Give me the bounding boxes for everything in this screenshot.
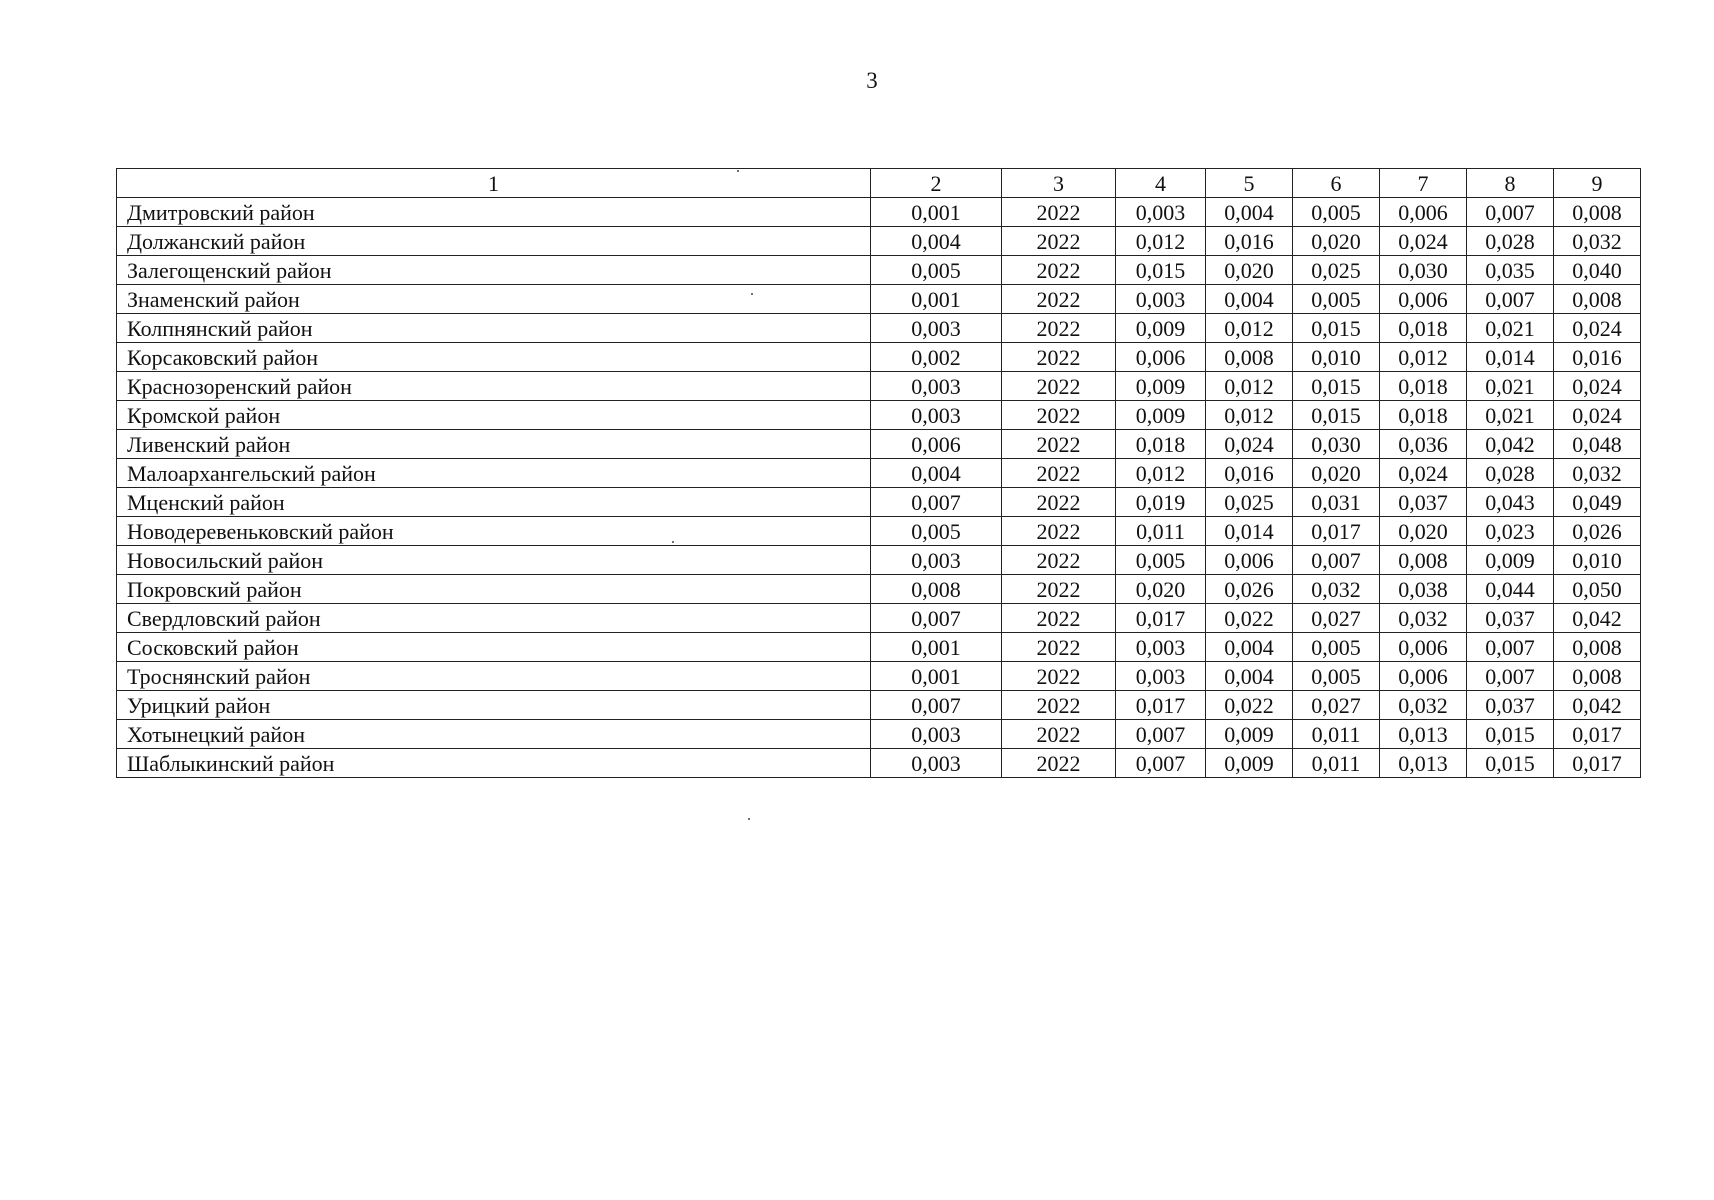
value-cell: 0,003	[1116, 633, 1206, 662]
value-cell: 0,017	[1116, 604, 1206, 633]
value-cell: 0,028	[1467, 227, 1554, 256]
value-cell: 0,003	[1116, 285, 1206, 314]
value-cell: 0,004	[1206, 662, 1293, 691]
table-row	[117, 575, 1641, 604]
value-cell: 0,006	[871, 430, 1002, 459]
district-name-cell: Залегощенский район	[117, 256, 871, 285]
value-cell: 0,004	[1206, 198, 1293, 227]
value-cell: 2022	[1002, 227, 1116, 256]
value-cell: 0,032	[1554, 227, 1641, 256]
value-cell: 0,024	[1380, 459, 1467, 488]
value-cell: 0,007	[1116, 720, 1206, 749]
value-cell: 2022	[1002, 749, 1116, 778]
table-row	[117, 691, 1641, 720]
column-header: 4	[1116, 169, 1206, 198]
district-name-cell: Корсаковский район	[117, 343, 871, 372]
value-cell: 0,003	[871, 720, 1002, 749]
value-cell: 0,030	[1380, 256, 1467, 285]
value-cell: 0,015	[1293, 372, 1380, 401]
value-cell: 0,002	[871, 343, 1002, 372]
value-cell: 0,024	[1206, 430, 1293, 459]
table-row	[117, 517, 1641, 546]
value-cell: 0,003	[871, 314, 1002, 343]
table-row	[117, 633, 1641, 662]
column-header: 8	[1467, 169, 1554, 198]
value-cell: 0,005	[1293, 198, 1380, 227]
value-cell: 0,018	[1380, 314, 1467, 343]
value-cell: 0,006	[1380, 662, 1467, 691]
table-row	[117, 430, 1641, 459]
value-cell: 0,012	[1206, 372, 1293, 401]
column-header: 5	[1206, 169, 1293, 198]
value-cell: 0,049	[1554, 488, 1641, 517]
value-cell: 0,009	[1206, 749, 1293, 778]
value-cell: 2022	[1002, 662, 1116, 691]
table-row	[117, 662, 1641, 691]
value-cell: 0,003	[871, 401, 1002, 430]
table-row	[117, 285, 1641, 314]
value-cell: 0,024	[1554, 314, 1641, 343]
value-cell: 0,012	[1380, 343, 1467, 372]
table-row	[117, 749, 1641, 778]
value-cell: 0,001	[871, 285, 1002, 314]
table-row	[117, 343, 1641, 372]
value-cell: 0,028	[1467, 459, 1554, 488]
value-cell: 0,025	[1293, 256, 1380, 285]
value-cell: 2022	[1002, 691, 1116, 720]
value-cell: 2022	[1002, 633, 1116, 662]
district-name-cell: Троснянский район	[117, 662, 871, 691]
column-header: 1	[117, 169, 871, 198]
district-name-cell: Мценский район	[117, 488, 871, 517]
value-cell: 0,007	[1467, 285, 1554, 314]
value-cell: 0,008	[1554, 662, 1641, 691]
value-cell: 2022	[1002, 488, 1116, 517]
value-cell: 0,019	[1116, 488, 1206, 517]
value-cell: 0,013	[1380, 720, 1467, 749]
value-cell: 0,007	[871, 691, 1002, 720]
value-cell: 0,005	[1293, 633, 1380, 662]
value-cell: 0,014	[1467, 343, 1554, 372]
value-cell: 0,012	[1206, 314, 1293, 343]
table-row	[117, 401, 1641, 430]
table-body	[117, 198, 1641, 778]
value-cell: 0,011	[1293, 749, 1380, 778]
value-cell: 0,015	[1116, 256, 1206, 285]
value-cell: 0,001	[871, 662, 1002, 691]
value-cell: 0,031	[1293, 488, 1380, 517]
value-cell: 0,037	[1467, 691, 1554, 720]
value-cell: 0,005	[1293, 285, 1380, 314]
value-cell: 0,008	[1554, 198, 1641, 227]
value-cell: 0,015	[1293, 401, 1380, 430]
table-row	[117, 227, 1641, 256]
value-cell: 0,010	[1293, 343, 1380, 372]
column-header: 9	[1554, 169, 1641, 198]
value-cell: 0,032	[1554, 459, 1641, 488]
value-cell: 2022	[1002, 401, 1116, 430]
value-cell: 0,008	[1554, 285, 1641, 314]
district-name-cell: Ливенский район	[117, 430, 871, 459]
value-cell: 0,005	[871, 517, 1002, 546]
value-cell: 2022	[1002, 372, 1116, 401]
value-cell: 2022	[1002, 256, 1116, 285]
value-cell: 0,017	[1554, 720, 1641, 749]
value-cell: 0,022	[1206, 604, 1293, 633]
value-cell: 0,026	[1206, 575, 1293, 604]
value-cell: 0,015	[1467, 749, 1554, 778]
value-cell: 0,008	[1554, 633, 1641, 662]
table-row	[117, 720, 1641, 749]
value-cell: 0,048	[1554, 430, 1641, 459]
value-cell: 0,025	[1206, 488, 1293, 517]
value-cell: 0,007	[871, 488, 1002, 517]
table-row	[117, 604, 1641, 633]
value-cell: 0,017	[1116, 691, 1206, 720]
district-name-cell: Должанский район	[117, 227, 871, 256]
value-cell: 2022	[1002, 546, 1116, 575]
value-cell: 0,011	[1116, 517, 1206, 546]
table-row	[117, 256, 1641, 285]
district-name-cell: Урицкий район	[117, 691, 871, 720]
value-cell: 0,024	[1554, 372, 1641, 401]
table-row	[117, 372, 1641, 401]
value-cell: 0,021	[1467, 314, 1554, 343]
value-cell: 2022	[1002, 314, 1116, 343]
value-cell: 0,017	[1293, 517, 1380, 546]
value-cell: 0,050	[1554, 575, 1641, 604]
value-cell: 0,036	[1380, 430, 1467, 459]
scan-speck	[751, 293, 753, 295]
scan-speck	[737, 170, 739, 172]
value-cell: 0,018	[1380, 401, 1467, 430]
value-cell: 0,042	[1467, 430, 1554, 459]
scan-speck	[672, 541, 674, 543]
value-cell: 0,032	[1380, 691, 1467, 720]
value-cell: 0,004	[1206, 285, 1293, 314]
value-cell: 0,020	[1116, 575, 1206, 604]
value-cell: 0,009	[1116, 314, 1206, 343]
value-cell: 0,012	[1116, 459, 1206, 488]
value-cell: 0,003	[1116, 198, 1206, 227]
value-cell: 0,032	[1380, 604, 1467, 633]
column-header: 3	[1002, 169, 1116, 198]
table-header-row	[117, 169, 1641, 198]
district-name-cell: Краснозоренский район	[117, 372, 871, 401]
value-cell: 0,009	[1467, 546, 1554, 575]
value-cell: 0,008	[1206, 343, 1293, 372]
value-cell: 0,022	[1206, 691, 1293, 720]
district-name-cell: Свердловский район	[117, 604, 871, 633]
value-cell: 0,016	[1206, 227, 1293, 256]
value-cell: 0,003	[871, 546, 1002, 575]
value-cell: 0,007	[1467, 198, 1554, 227]
district-name-cell: Сосковский район	[117, 633, 871, 662]
district-name-cell: Дмитровский район	[117, 198, 871, 227]
value-cell: 0,038	[1380, 575, 1467, 604]
value-cell: 0,032	[1293, 575, 1380, 604]
value-cell: 0,015	[1467, 720, 1554, 749]
value-cell: 0,001	[871, 198, 1002, 227]
value-cell: 0,037	[1467, 604, 1554, 633]
value-cell: 2022	[1002, 459, 1116, 488]
scan-speck	[748, 818, 750, 820]
table-row	[117, 198, 1641, 227]
value-cell: 0,037	[1380, 488, 1467, 517]
table-row	[117, 459, 1641, 488]
value-cell: 2022	[1002, 198, 1116, 227]
value-cell: 0,006	[1380, 285, 1467, 314]
value-cell: 0,021	[1467, 401, 1554, 430]
value-cell: 2022	[1002, 430, 1116, 459]
value-cell: 0,023	[1467, 517, 1554, 546]
value-cell: 0,008	[1380, 546, 1467, 575]
value-cell: 0,011	[1293, 720, 1380, 749]
value-cell: 0,009	[1116, 401, 1206, 430]
district-name-cell: Шаблыкинский район	[117, 749, 871, 778]
value-cell: 2022	[1002, 575, 1116, 604]
value-cell: 0,020	[1380, 517, 1467, 546]
value-cell: 0,007	[1293, 546, 1380, 575]
value-cell: 0,024	[1380, 227, 1467, 256]
value-cell: 0,020	[1206, 256, 1293, 285]
district-name-cell: Новодеревеньковский район	[117, 517, 871, 546]
value-cell: 2022	[1002, 720, 1116, 749]
value-cell: 0,027	[1293, 604, 1380, 633]
value-cell: 0,005	[871, 256, 1002, 285]
value-cell: 0,012	[1206, 401, 1293, 430]
value-cell: 0,003	[871, 372, 1002, 401]
value-cell: 0,006	[1380, 198, 1467, 227]
value-cell: 0,004	[871, 227, 1002, 256]
value-cell: 0,007	[871, 604, 1002, 633]
district-name-cell: Хотынецкий район	[117, 720, 871, 749]
table-row	[117, 488, 1641, 517]
value-cell: 0,015	[1293, 314, 1380, 343]
value-cell: 0,016	[1206, 459, 1293, 488]
value-cell: 0,027	[1293, 691, 1380, 720]
value-cell: 0,040	[1554, 256, 1641, 285]
value-cell: 0,017	[1554, 749, 1641, 778]
value-cell: 2022	[1002, 517, 1116, 546]
column-header: 7	[1380, 169, 1467, 198]
value-cell: 0,008	[871, 575, 1002, 604]
value-cell: 0,030	[1293, 430, 1380, 459]
data-table	[116, 168, 1641, 778]
value-cell: 0,004	[1206, 633, 1293, 662]
value-cell: 0,007	[1116, 749, 1206, 778]
value-cell: 0,042	[1554, 691, 1641, 720]
value-cell: 2022	[1002, 285, 1116, 314]
value-cell: 0,007	[1467, 633, 1554, 662]
value-cell: 0,014	[1206, 517, 1293, 546]
value-cell: 0,009	[1206, 720, 1293, 749]
value-cell: 0,001	[871, 633, 1002, 662]
column-header: 6	[1293, 169, 1380, 198]
value-cell: 0,006	[1380, 633, 1467, 662]
page-number: 3	[866, 68, 878, 93]
value-cell: 0,020	[1293, 227, 1380, 256]
value-cell: 2022	[1002, 604, 1116, 633]
value-cell: 0,016	[1554, 343, 1641, 372]
value-cell: 0,018	[1116, 430, 1206, 459]
value-cell: 0,026	[1554, 517, 1641, 546]
value-cell: 0,020	[1293, 459, 1380, 488]
table-row	[117, 314, 1641, 343]
value-cell: 0,006	[1116, 343, 1206, 372]
value-cell: 2022	[1002, 343, 1116, 372]
district-name-cell: Покровский район	[117, 575, 871, 604]
district-name-cell: Знаменский район	[117, 285, 871, 314]
value-cell: 0,012	[1116, 227, 1206, 256]
value-cell: 0,003	[1116, 662, 1206, 691]
value-cell: 0,021	[1467, 372, 1554, 401]
value-cell: 0,006	[1206, 546, 1293, 575]
value-cell: 0,043	[1467, 488, 1554, 517]
value-cell: 0,004	[871, 459, 1002, 488]
value-cell: 0,009	[1116, 372, 1206, 401]
value-cell: 0,005	[1293, 662, 1380, 691]
value-cell: 0,044	[1467, 575, 1554, 604]
value-cell: 0,013	[1380, 749, 1467, 778]
value-cell: 0,024	[1554, 401, 1641, 430]
value-cell: 0,035	[1467, 256, 1554, 285]
value-cell: 0,003	[871, 749, 1002, 778]
value-cell: 0,005	[1116, 546, 1206, 575]
district-name-cell: Новосильский район	[117, 546, 871, 575]
value-cell: 0,007	[1467, 662, 1554, 691]
table-row	[117, 546, 1641, 575]
district-name-cell: Колпнянский район	[117, 314, 871, 343]
district-name-cell: Малоархангельский район	[117, 459, 871, 488]
value-cell: 0,018	[1380, 372, 1467, 401]
value-cell: 0,010	[1554, 546, 1641, 575]
district-name-cell: Кромской район	[117, 401, 871, 430]
column-header: 2	[871, 169, 1002, 198]
value-cell: 0,042	[1554, 604, 1641, 633]
